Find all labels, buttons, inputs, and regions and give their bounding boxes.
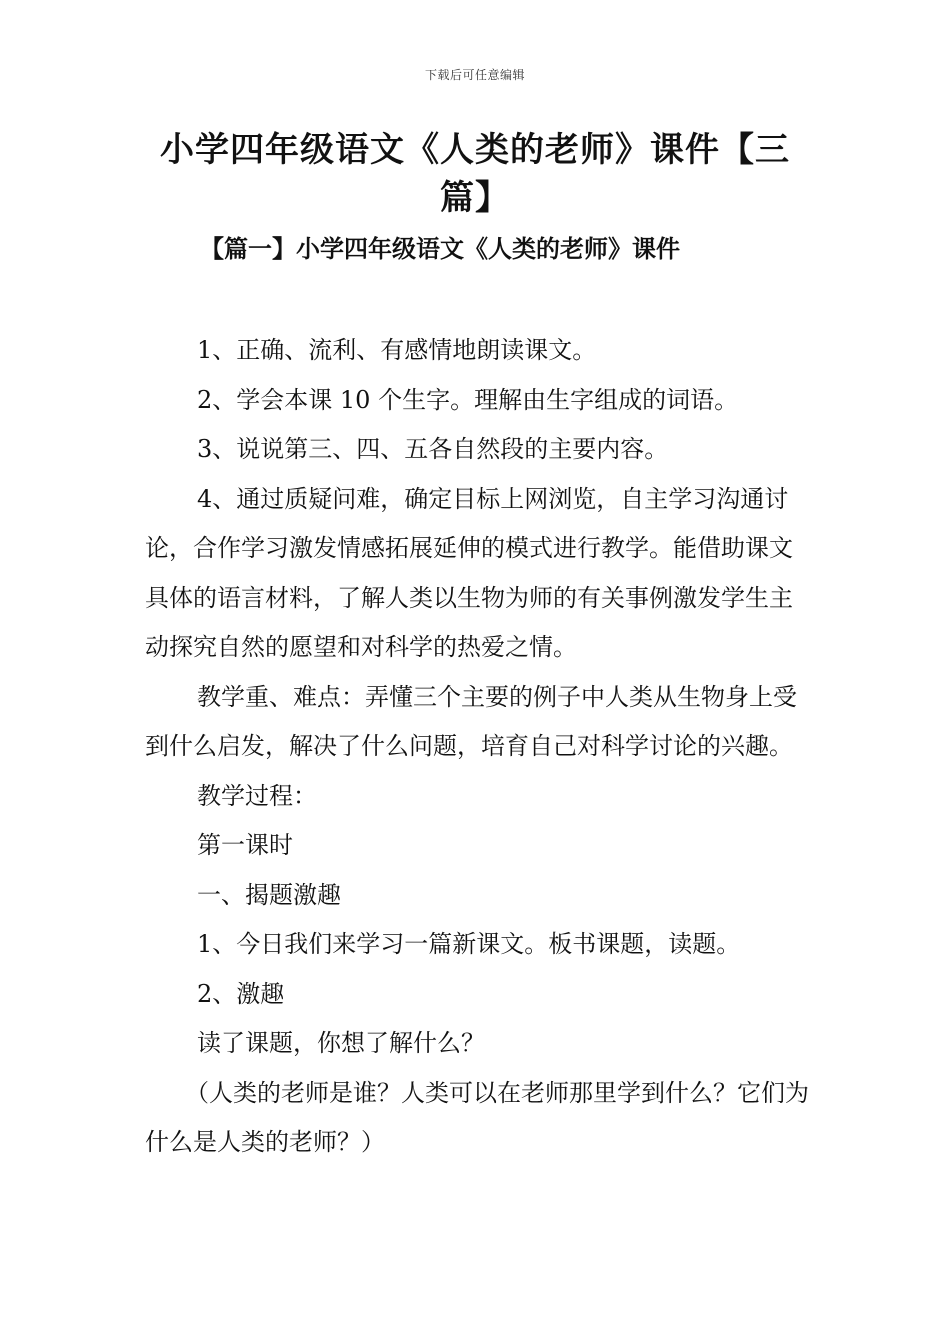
objective-1: 1、正确、流利、有感情地朗读课文。 xyxy=(197,336,597,364)
process-heading: 教学过程： xyxy=(197,781,317,810)
step-item-1: 1、今日我们来学习一篇新课文。板书课题，读题。 xyxy=(197,930,741,958)
section-heading: 【篇一】小学四年级语文《人类的老师》课件 xyxy=(200,234,680,263)
objective-4: 4、通过质疑问难，确定目标上网浏览，自主学习沟通讨论，合作学习激发情感拓展延伸的模式进行教学。能借助课文具体的语言材料，了解人类以生物为师的有关事例激发学生主动探究自然的愿望和对科学的热爱之情。 xyxy=(145,484,793,661)
question-answers: （人类的老师是谁？人类可以在老师那里学到什么？它们为什么是人类的老师？） xyxy=(145,1078,809,1156)
body-text-top xyxy=(145,326,810,1168)
objective-2: 2、学会本课 10 个生字。理解由生字组成的词语。 xyxy=(197,385,739,414)
lesson-heading: 第一课时 xyxy=(197,831,293,859)
document-title: 小学四年级语文《人类的老师》课件【三篇】 xyxy=(160,130,790,218)
key-difficulties: 教学重、难点：弄懂三个主要的例子中人类从生物身上受到什么启发，解决了什么问题，培育自己对科学讨论的兴趣。 xyxy=(145,682,797,760)
objective-3: 3、说说第三、四、五各自然段的主要内容。 xyxy=(197,435,669,463)
header-note: 下载后可任意编辑 xyxy=(424,68,525,82)
step-item-2: 2、激趣 xyxy=(197,979,285,1008)
step-heading: 一、揭题激趣 xyxy=(197,880,341,909)
question-prompt: 读了课题，你想了解什么？ xyxy=(197,1029,485,1057)
